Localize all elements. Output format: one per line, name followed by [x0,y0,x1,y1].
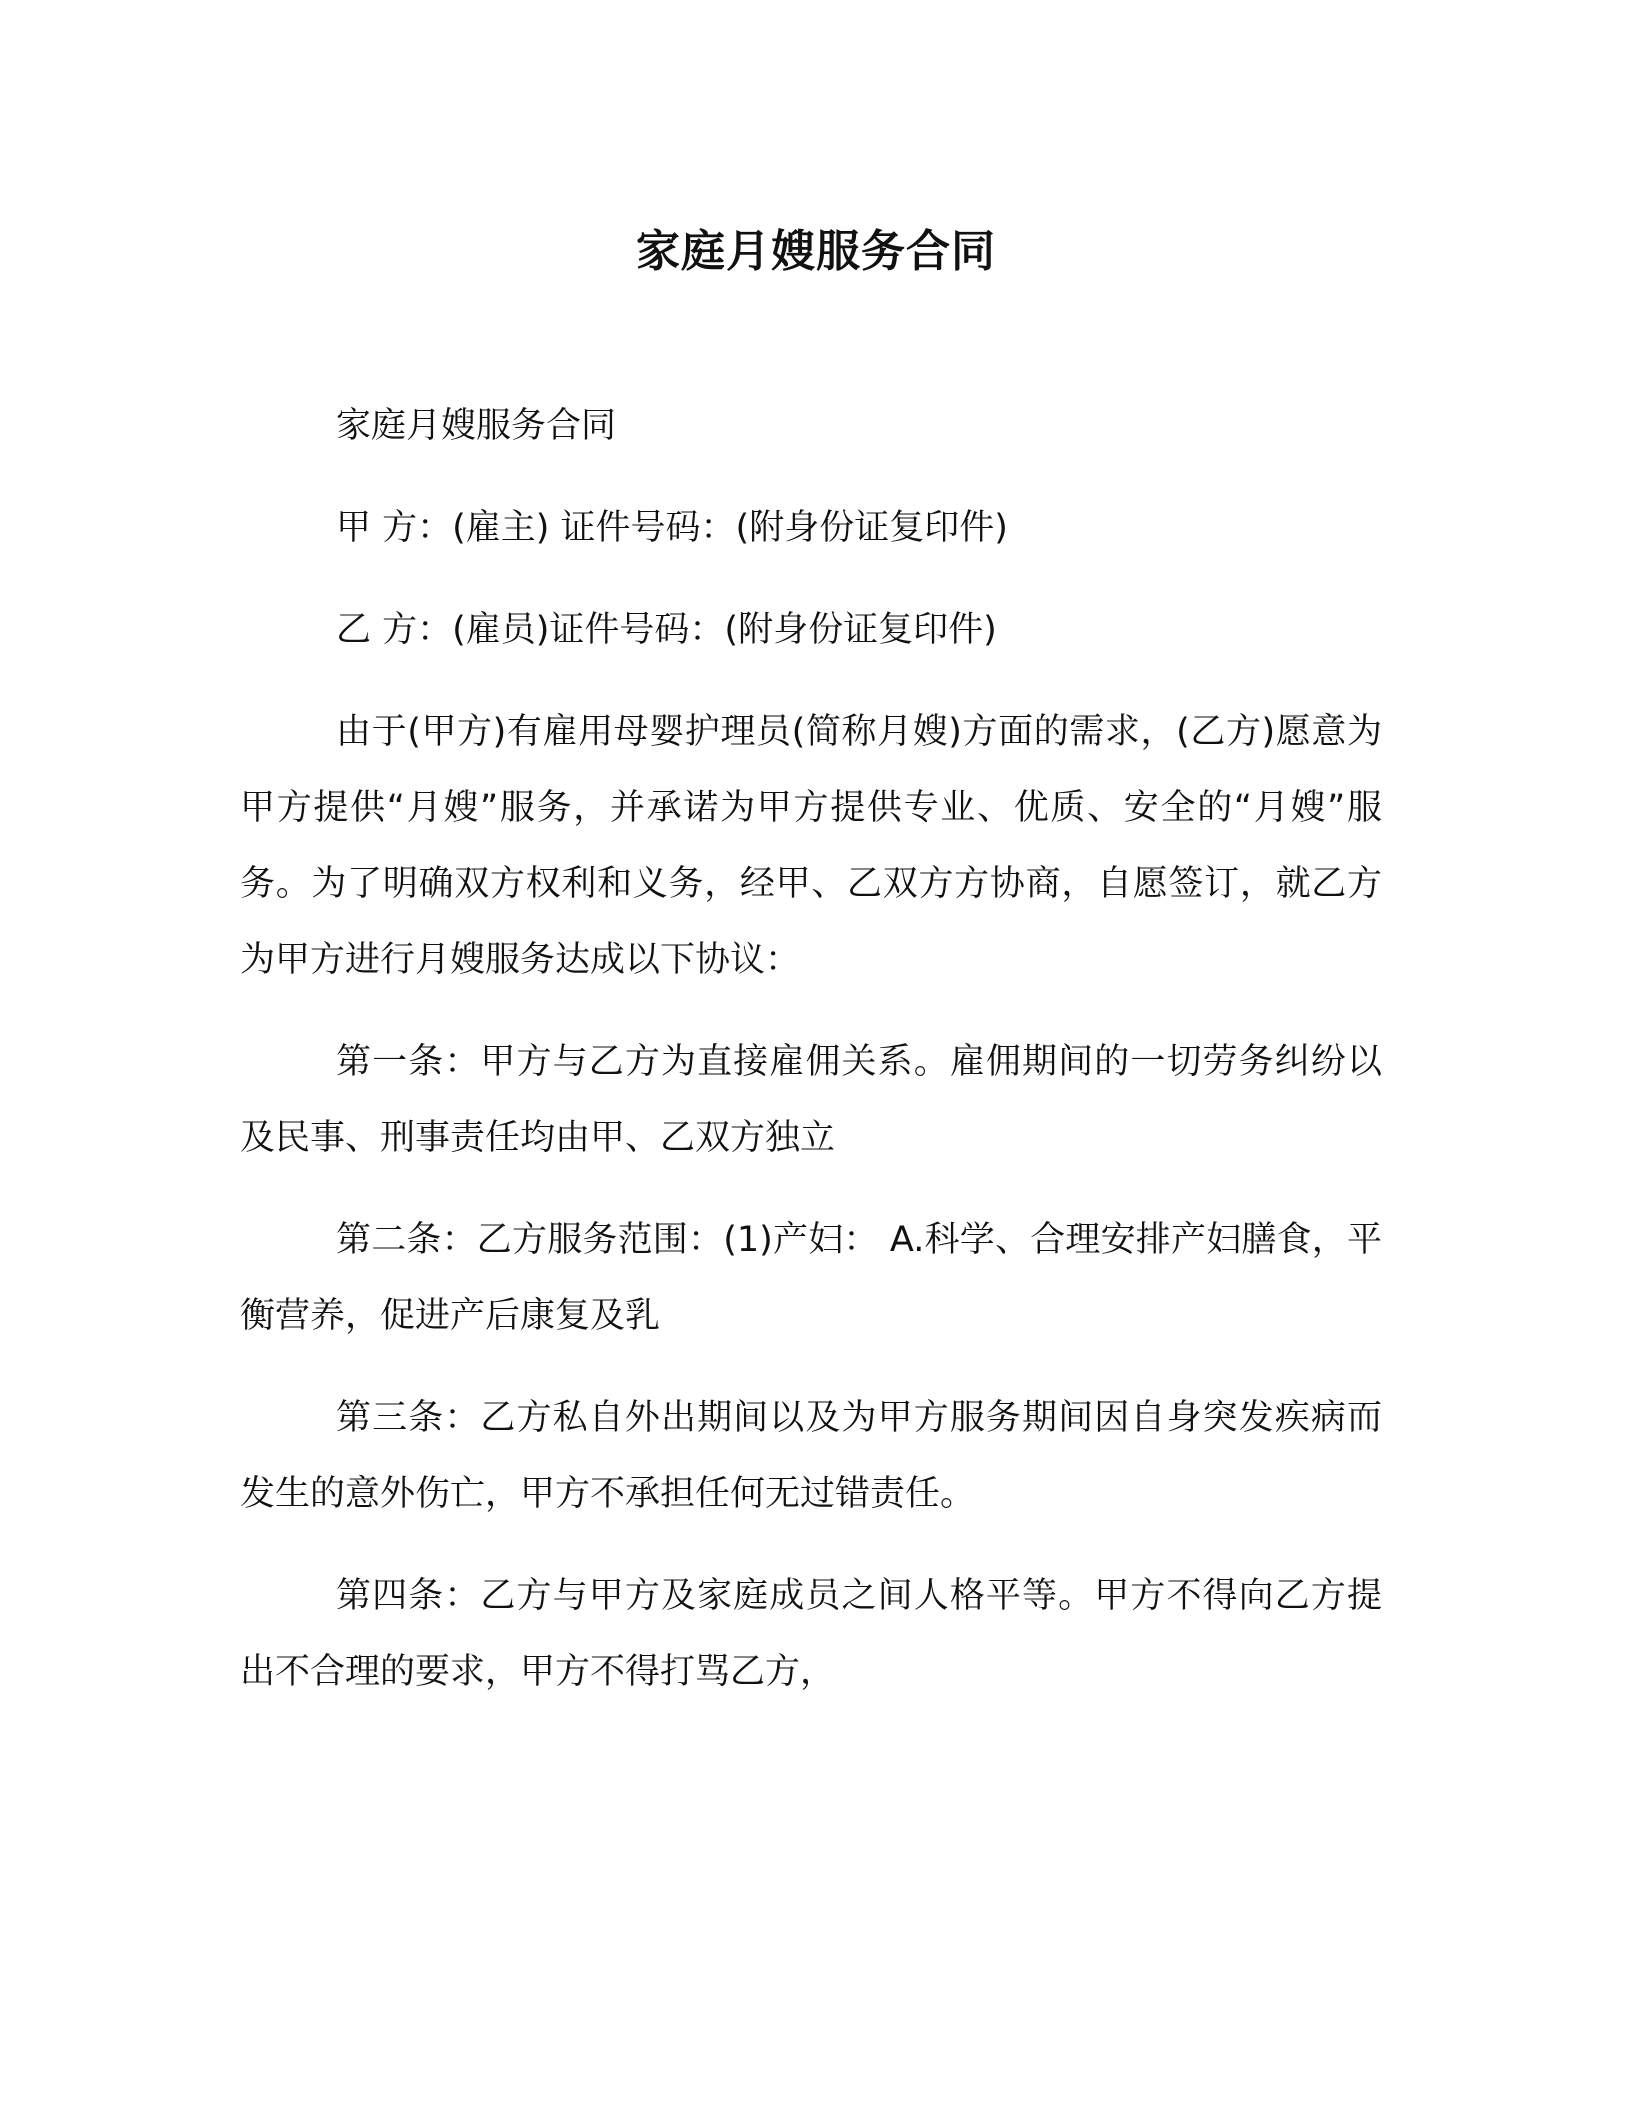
paragraph-party-a: 甲 方：(雇主) 证件号码：(附身份证复印件) [336,508,1008,548]
paragraph-preamble: 由于(甲方)有雇用母婴护理员(简称月嫂)方面的需求，(乙方)愿意为甲方提供“月嫂”服务，并承诺为甲方提供专业、优质、安全的“月嫂”服务。为了明确双方权利和义务，经甲、乙双方方协商，自愿签订，就乙方为甲方进行月嫂服务达成以下协议： [240,712,1382,980]
paragraph-article-1: 第一条：甲方与乙方为直接雇佣关系。雇佣期间的一切劳务纠纷以及民事、刑事责任均由甲、乙双方独立 [240,1042,1382,1158]
paragraph-heading: 家庭月嫂服务合同 [336,406,617,446]
paragraph-party-b: 乙 方：(雇员)证件号码：(附身份证复印件) [336,610,997,650]
document-title: 家庭月嫂服务合同 [636,226,996,277]
paragraph-article-2: 第二条：乙方服务范围：(1)产妇： A.科学、合理安排产妇膳食，平衡营养，促进产后康复及乳 [240,1220,1382,1336]
paragraph-article-3: 第三条：乙方私自外出期间以及为甲方服务期间因自身突发疾病而发生的意外伤亡，甲方不承担任何无过错责任。 [240,1398,1382,1514]
paragraph-article-4: 第四条：乙方与甲方及家庭成员之间人格平等。甲方不得向乙方提出不合理的要求，甲方不得打骂乙方， [240,1576,1382,1692]
document-body [240,388,1382,1710]
